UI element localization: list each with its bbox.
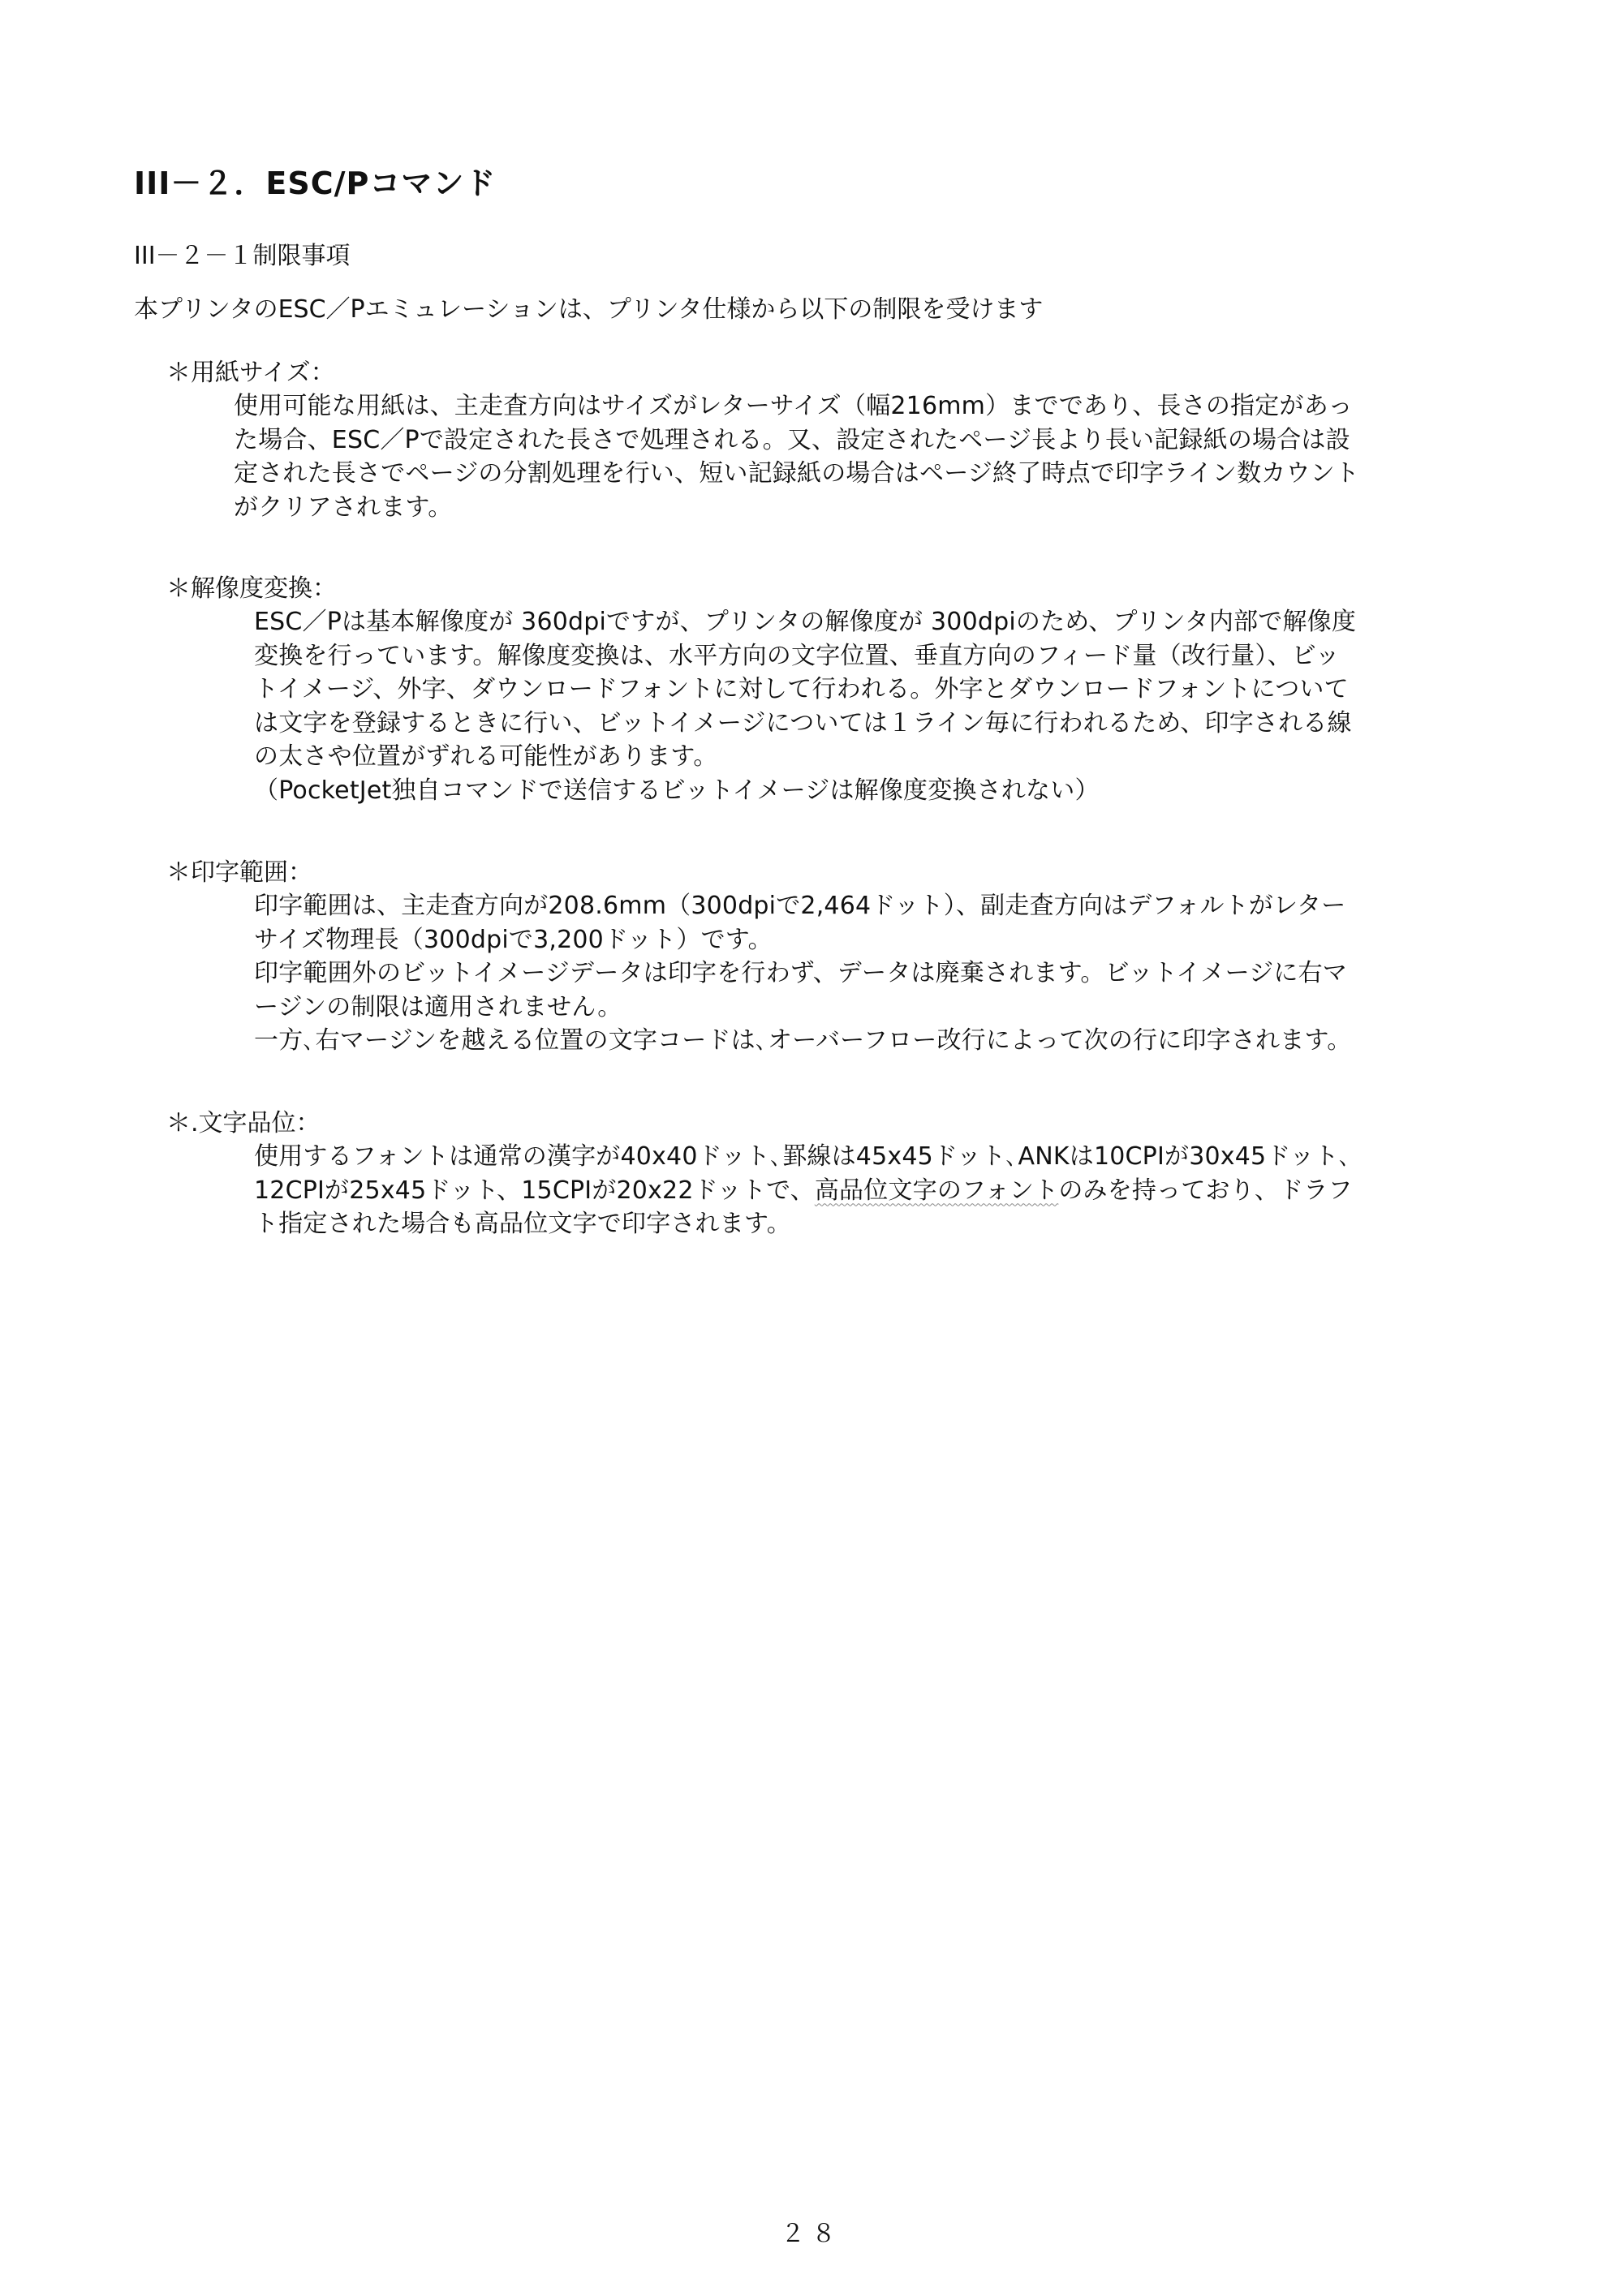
section-heading: ⅠⅠⅠ－２．ESC/Pコマンド <box>134 166 497 201</box>
section-print-area <box>166 857 1505 1058</box>
subsection-heading: ⅠⅠⅠ－２－１制限事項 <box>134 242 351 270</box>
body-line: がクリアされます。 <box>234 492 453 522</box>
section-title: ＊印字範囲： <box>166 858 312 887</box>
body-line: ESC／Pは基本解像度が 360dpiですが、プリンタの解像度が 300dpiのため、プリンタ内部で解像度 <box>254 608 1357 636</box>
body-line <box>254 1174 1505 1208</box>
body-line: トイメージ、外字、ダウンロードフォントに対して行われる。外字とダウンロードフォントについて <box>254 675 1349 703</box>
section-title: ＊用紙サイズ： <box>166 359 335 387</box>
body-line: ト指定された場合も高品位文字で印字されます。 <box>254 1210 791 1238</box>
section-paper-size <box>166 357 1505 524</box>
section-resolution-conversion <box>166 573 1505 807</box>
wavy-underlined-text: 高品位文字のフォント <box>814 1176 1059 1205</box>
section-body <box>254 605 1505 807</box>
body-line: サイズ物理長（300dpiで3,200ドット）です。 <box>254 925 773 954</box>
intro-paragraph: 本プリンタのESC／Pエミュレーションは、プリンタ仕様から以下の制限を受けます <box>134 295 1044 324</box>
body-line: 使用するフォントは通常の漢字が40x40ドット､罫線は45x45ドット､ANKは10CPIが30x45ドット､ <box>254 1142 1351 1171</box>
body-line: 定された長さでページの分割処理を行い、短い記録紙の場合はページ終了時点で印字ライン数カウント <box>234 459 1360 488</box>
body-line: 一方､右マージンを越える位置の文字コードは､オーバーフロー改行によって次の行に印字されます。 <box>254 1026 1352 1055</box>
section-body <box>254 1140 1505 1241</box>
body-line: 印字範囲は、主走査方向が208.6mm（300dpiで2,464ドット）、副走査方向はデフォルトがレター <box>254 892 1346 920</box>
body-line: 印字範囲外のビットイメージデータは印字を行わず、データは廃棄されます。ビットイメージに右マ <box>254 959 1347 987</box>
body-text: のみを持っており、ドラフ <box>1058 1176 1353 1205</box>
body-line: の太さや位置がずれる可能性があります。 <box>254 742 718 771</box>
section-body <box>254 889 1505 1058</box>
section-title: ＊解像度変換： <box>166 574 337 603</box>
body-line: 変換を行っています。解像度変換は、水平方向の文字位置、垂直方向のフィード量（改行量）、ビッ <box>254 641 1340 670</box>
section-title: ＊.文字品位： <box>166 1109 321 1137</box>
body-line: ージンの制限は適用されません。 <box>254 992 622 1021</box>
body-line: 使用可能な用紙は、主走査方向はサイズがレターサイズ（幅216mm）までであり、長さの指定があっ <box>234 392 1353 420</box>
body-line: は文字を登録するときに行い、ビットイメージについては１ライン毎に行われるため、印字される線 <box>254 708 1352 737</box>
body-line: （PocketJet独自コマンドで送信するビットイメージは解像度変換されない） <box>254 776 1100 805</box>
section-character-quality <box>166 1107 1505 1241</box>
body-line: た場合、ESC／Pで設定された長さで処理される。又、設定されたページ長より長い記録紙の場合は設 <box>234 425 1350 454</box>
page-number: ２８ <box>781 2220 842 2248</box>
section-body <box>234 389 1505 524</box>
body-text: 12CPIが25x45ドット、15CPIが20x22ドットで、 <box>254 1176 815 1205</box>
